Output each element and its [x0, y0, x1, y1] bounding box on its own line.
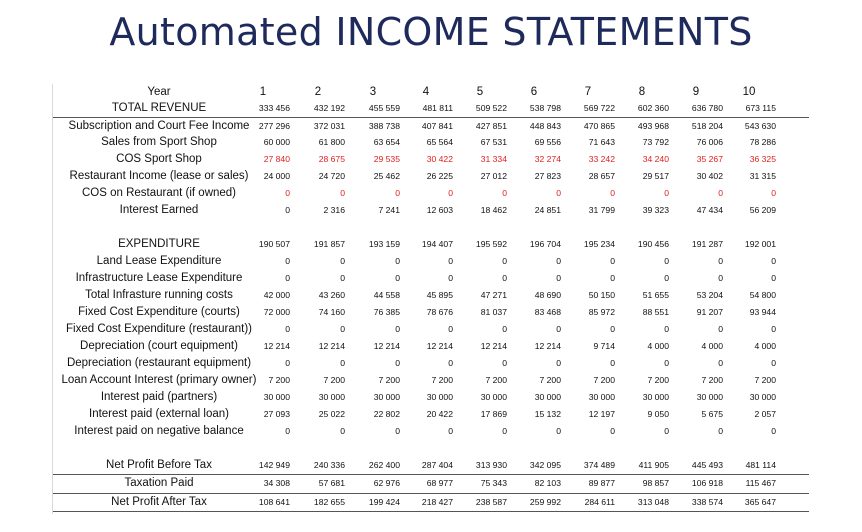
- row-label: Restaurant Income (lease or sales): [69, 170, 249, 182]
- value-cell: 27 823: [534, 171, 561, 181]
- value-cell: 0: [340, 324, 345, 334]
- row-label: Depreciation (restaurant equipment): [66, 357, 252, 369]
- value-cell: 60 000: [263, 137, 290, 147]
- table-row: [53, 372, 809, 389]
- value-cell: 481 811: [422, 103, 453, 113]
- year-header-cell: 7: [584, 86, 592, 98]
- value-cell: 12 214: [426, 341, 453, 351]
- value-cell: 29 535: [373, 154, 400, 164]
- value-cell: 42 000: [263, 290, 290, 300]
- row-label: Taxation Paid: [124, 477, 194, 489]
- value-cell: 0: [556, 273, 561, 283]
- value-cell: 0: [502, 426, 507, 436]
- value-cell: 30 000: [642, 392, 669, 402]
- row-label: Loan Account Interest (primary owner): [61, 374, 257, 386]
- table-row: [53, 474, 809, 492]
- value-cell: 30 402: [696, 171, 723, 181]
- value-cell: 445 493: [691, 460, 723, 470]
- value-cell: 31 334: [480, 154, 507, 164]
- value-cell: 0: [664, 256, 669, 266]
- value-cell: 0: [395, 324, 400, 334]
- value-cell: 0: [664, 188, 669, 198]
- value-cell: 2 057: [754, 409, 776, 419]
- year-header-cell: 2: [314, 86, 322, 98]
- value-cell: 36 325: [749, 154, 776, 164]
- value-cell: 0: [448, 256, 453, 266]
- value-cell: 543 630: [744, 121, 776, 131]
- value-cell: 82 103: [534, 478, 561, 488]
- value-cell: 12 214: [534, 341, 561, 351]
- row-label: Net Profit Before Tax: [106, 459, 212, 471]
- year-header-cell: 4: [422, 86, 430, 98]
- value-cell: 7 200: [701, 375, 723, 385]
- value-cell: 0: [718, 188, 723, 198]
- value-cell: 0: [395, 426, 400, 436]
- table-row: [53, 304, 809, 321]
- value-cell: 5 675: [701, 409, 723, 419]
- value-cell: 0: [664, 324, 669, 334]
- value-cell: 0: [610, 324, 615, 334]
- value-cell: 0: [556, 426, 561, 436]
- value-cell: 259 992: [529, 497, 561, 507]
- value-cell: 0: [771, 273, 776, 283]
- value-cell: 0: [285, 358, 290, 368]
- value-cell: 88 551: [642, 307, 669, 317]
- value-cell: 0: [502, 324, 507, 334]
- value-cell: 4 000: [701, 341, 723, 351]
- table-row: [53, 202, 809, 219]
- value-cell: 91 207: [696, 307, 723, 317]
- value-cell: 29 517: [642, 171, 669, 181]
- value-cell: 4 000: [647, 341, 669, 351]
- value-cell: 218 427: [421, 497, 453, 507]
- value-cell: 195 234: [583, 239, 615, 249]
- value-cell: 470 865: [583, 121, 615, 131]
- value-cell: 12 214: [318, 341, 345, 351]
- value-cell: 0: [285, 256, 290, 266]
- value-cell: 0: [285, 273, 290, 283]
- row-label: Total Infrasture running costs: [85, 289, 233, 301]
- value-cell: 24 851: [534, 205, 561, 215]
- value-cell: 43 260: [318, 290, 345, 300]
- value-cell: 28 657: [588, 171, 615, 181]
- value-cell: 0: [556, 324, 561, 334]
- value-cell: 0: [395, 273, 400, 283]
- value-cell: 25 462: [373, 171, 400, 181]
- value-cell: 30 000: [696, 392, 723, 402]
- value-cell: 142 949: [258, 460, 290, 470]
- value-cell: 0: [502, 273, 507, 283]
- value-cell: 0: [502, 188, 507, 198]
- value-cell: 448 843: [529, 121, 561, 131]
- value-cell: 30 000: [480, 392, 507, 402]
- value-cell: 76 006: [696, 137, 723, 147]
- row-label: Land Lease Expenditure: [96, 255, 222, 267]
- table-row: [53, 355, 809, 372]
- value-cell: 0: [718, 426, 723, 436]
- value-cell: 602 360: [637, 103, 669, 113]
- year-header-cell: 9: [692, 86, 700, 98]
- value-cell: 78 286: [749, 137, 776, 147]
- value-cell: 0: [664, 273, 669, 283]
- value-cell: 27 012: [480, 171, 507, 181]
- value-cell: 62 976: [373, 478, 400, 488]
- table-row: [53, 185, 809, 202]
- value-cell: 509 522: [475, 103, 507, 113]
- value-cell: 47 271: [480, 290, 507, 300]
- row-label: Infrastructure Lease Expenditure: [75, 272, 243, 284]
- value-cell: 0: [448, 273, 453, 283]
- row-label: Subscription and Court Fee Income: [68, 120, 250, 132]
- value-cell: 30 000: [749, 392, 776, 402]
- value-cell: 365 647: [744, 497, 776, 507]
- row-label: Interest paid (external loan): [89, 408, 229, 420]
- value-cell: 190 507: [258, 239, 290, 249]
- value-cell: 0: [502, 256, 507, 266]
- value-cell: 53 204: [696, 290, 723, 300]
- value-cell: 74 160: [318, 307, 345, 317]
- value-cell: 67 531: [480, 137, 507, 147]
- row-label: Interest Earned: [119, 204, 199, 216]
- value-cell: 78 676: [426, 307, 453, 317]
- value-cell: 98 857: [642, 478, 669, 488]
- value-cell: 61 800: [318, 137, 345, 147]
- value-cell: 0: [448, 358, 453, 368]
- value-cell: 12 214: [263, 341, 290, 351]
- value-cell: 0: [771, 358, 776, 368]
- value-cell: 106 918: [691, 478, 723, 488]
- value-cell: 673 115: [745, 103, 776, 113]
- table-row: [53, 423, 809, 440]
- table-row: [53, 151, 809, 168]
- value-cell: 15 132: [534, 409, 561, 419]
- value-cell: 0: [285, 426, 290, 436]
- value-cell: 12 197: [588, 409, 615, 419]
- value-cell: 240 336: [313, 460, 345, 470]
- value-cell: 432 192: [313, 103, 345, 113]
- value-cell: 0: [395, 256, 400, 266]
- value-cell: 30 000: [588, 392, 615, 402]
- value-cell: 50 150: [588, 290, 615, 300]
- value-cell: 0: [664, 358, 669, 368]
- value-cell: 0: [610, 358, 615, 368]
- year-header-cell: 8: [638, 86, 646, 98]
- table-row: [53, 117, 809, 135]
- value-cell: 0: [340, 256, 345, 266]
- value-cell: 0: [771, 256, 776, 266]
- value-cell: 0: [664, 426, 669, 436]
- value-cell: 7 200: [323, 375, 345, 385]
- value-cell: 338 574: [691, 497, 723, 507]
- value-cell: 9 050: [647, 409, 669, 419]
- value-cell: 481 114: [745, 460, 776, 470]
- row-label: EXPENDITURE: [118, 238, 200, 250]
- table-row: [53, 168, 809, 185]
- value-cell: 0: [395, 358, 400, 368]
- value-cell: 12 603: [426, 205, 453, 215]
- value-cell: 194 407: [421, 239, 453, 249]
- value-cell: 455 559: [368, 103, 400, 113]
- year-header-cell: 6: [530, 86, 538, 98]
- value-cell: 57 681: [318, 478, 345, 488]
- value-cell: 0: [771, 426, 776, 436]
- value-cell: 76 385: [373, 307, 400, 317]
- value-cell: 81 037: [480, 307, 507, 317]
- value-cell: 85 972: [588, 307, 615, 317]
- value-cell: 407 841: [421, 121, 453, 131]
- table-row: [53, 457, 809, 474]
- value-cell: 47 434: [696, 205, 723, 215]
- value-cell: 56 209: [749, 205, 776, 215]
- row-label: Interest paid (partners): [100, 391, 218, 403]
- value-cell: 0: [340, 358, 345, 368]
- value-cell: 333 456: [258, 103, 290, 113]
- value-cell: 277 296: [258, 121, 290, 131]
- value-cell: 65 564: [426, 137, 453, 147]
- value-cell: 7 200: [647, 375, 669, 385]
- value-cell: 39 323: [642, 205, 669, 215]
- page-title: Automated INCOME STATEMENTS: [109, 10, 753, 54]
- value-cell: 0: [718, 358, 723, 368]
- value-cell: 0: [340, 273, 345, 283]
- table-row: [53, 100, 809, 117]
- value-cell: 342 095: [529, 460, 561, 470]
- value-cell: 0: [610, 426, 615, 436]
- value-cell: 28 675: [318, 154, 345, 164]
- value-cell: 54 800: [749, 290, 776, 300]
- value-cell: 0: [556, 358, 561, 368]
- value-cell: 7 200: [539, 375, 561, 385]
- value-cell: 518 204: [691, 121, 723, 131]
- income-statement-table: [52, 84, 809, 514]
- table-header-row: [53, 84, 809, 101]
- value-cell: 0: [285, 205, 290, 215]
- value-cell: 0: [340, 188, 345, 198]
- value-cell: 68 977: [426, 478, 453, 488]
- row-label: Sales from Sport Shop: [101, 136, 217, 148]
- value-cell: 0: [340, 426, 345, 436]
- row-label: Fixed Cost Expenditure (restaurant)): [66, 323, 252, 335]
- table-row: [53, 287, 809, 304]
- value-cell: 34 240: [642, 154, 669, 164]
- value-cell: 30 000: [263, 392, 290, 402]
- row-label: Depreciation (court equipment): [80, 340, 238, 352]
- value-cell: 51 655: [642, 290, 669, 300]
- value-cell: 27 840: [263, 154, 290, 164]
- value-cell: 45 895: [426, 290, 453, 300]
- year-header-cell: 10: [742, 86, 756, 98]
- value-cell: 0: [771, 188, 776, 198]
- row-label: COS Sport Shop: [116, 153, 202, 165]
- value-cell: 35 267: [696, 154, 723, 164]
- value-cell: 195 592: [475, 239, 507, 249]
- value-cell: 374 489: [583, 460, 615, 470]
- value-cell: 493 968: [637, 121, 669, 131]
- row-label: Interest paid on negative balance: [74, 425, 244, 437]
- value-cell: 7 200: [593, 375, 615, 385]
- value-cell: 0: [285, 188, 290, 198]
- value-cell: 388 738: [368, 121, 400, 131]
- table-row: [53, 338, 809, 355]
- row-label: Fixed Cost Expenditure (courts): [78, 306, 240, 318]
- value-cell: 636 780: [691, 103, 723, 113]
- value-cell: 20 422: [426, 409, 453, 419]
- value-cell: 31 315: [749, 171, 776, 181]
- table-row: [53, 406, 809, 423]
- value-cell: 199 424: [368, 497, 400, 507]
- table-row: [53, 134, 809, 151]
- value-cell: 0: [285, 324, 290, 334]
- value-cell: 69 556: [534, 137, 561, 147]
- value-cell: 4 000: [754, 341, 776, 351]
- value-cell: 73 792: [642, 137, 669, 147]
- value-cell: 32 274: [534, 154, 561, 164]
- value-cell: 93 944: [749, 307, 776, 317]
- value-cell: 196 704: [529, 239, 561, 249]
- value-cell: 7 200: [485, 375, 507, 385]
- value-cell: 0: [718, 256, 723, 266]
- value-cell: 83 468: [534, 307, 561, 317]
- value-cell: 48 690: [534, 290, 561, 300]
- value-cell: 427 851: [475, 121, 507, 131]
- value-cell: 18 462: [480, 205, 507, 215]
- value-cell: 7 200: [754, 375, 776, 385]
- value-cell: 569 722: [583, 103, 615, 113]
- table-row: [53, 253, 809, 270]
- value-cell: 538 798: [529, 103, 561, 113]
- value-cell: 192 001: [744, 239, 776, 249]
- value-cell: 0: [448, 188, 453, 198]
- value-cell: 2 316: [323, 205, 345, 215]
- value-cell: 284 611: [584, 497, 615, 507]
- value-cell: 44 558: [373, 290, 400, 300]
- value-cell: 71 643: [588, 137, 615, 147]
- year-header-label: Year: [147, 86, 171, 98]
- value-cell: 262 400: [368, 460, 400, 470]
- value-cell: 30 000: [318, 392, 345, 402]
- value-cell: 0: [448, 324, 453, 334]
- value-cell: 0: [718, 273, 723, 283]
- value-cell: 30 422: [426, 154, 453, 164]
- value-cell: 24 000: [263, 171, 290, 181]
- row-label: COS on Restaurant (if owned): [81, 187, 237, 199]
- value-cell: 27 093: [263, 409, 290, 419]
- value-cell: 30 000: [373, 392, 400, 402]
- value-cell: 0: [502, 358, 507, 368]
- value-cell: 7 200: [378, 375, 400, 385]
- value-cell: 0: [556, 188, 561, 198]
- value-cell: 411 905: [638, 460, 669, 470]
- table-row: [53, 236, 809, 253]
- value-cell: 7 241: [378, 205, 400, 215]
- value-cell: 313 930: [475, 460, 507, 470]
- table-row: [53, 270, 809, 287]
- value-cell: 75 343: [480, 478, 507, 488]
- value-cell: 7 200: [431, 375, 453, 385]
- value-cell: 0: [610, 256, 615, 266]
- value-cell: 115 467: [745, 478, 776, 488]
- value-cell: 0: [771, 324, 776, 334]
- value-cell: 0: [395, 188, 400, 198]
- value-cell: 63 654: [373, 137, 400, 147]
- value-cell: 17 869: [480, 409, 507, 419]
- value-cell: 22 802: [373, 409, 400, 419]
- table-row: [53, 321, 809, 338]
- value-cell: 0: [556, 256, 561, 266]
- value-cell: 24 720: [318, 171, 345, 181]
- value-cell: 30 000: [534, 392, 561, 402]
- value-cell: 12 214: [480, 341, 507, 351]
- year-header-cell: 3: [369, 86, 377, 98]
- value-cell: 287 404: [421, 460, 453, 470]
- value-cell: 190 456: [637, 239, 669, 249]
- value-cell: 9 714: [593, 341, 615, 351]
- year-header-cell: 5: [476, 86, 484, 98]
- row-label: TOTAL REVENUE: [111, 102, 207, 114]
- value-cell: 0: [610, 273, 615, 283]
- value-cell: 372 031: [313, 121, 345, 131]
- table-row: [53, 493, 809, 512]
- value-cell: 7 200: [268, 375, 290, 385]
- value-cell: 33 242: [588, 154, 615, 164]
- value-cell: 238 587: [475, 497, 507, 507]
- value-cell: 31 799: [588, 205, 615, 215]
- value-cell: 193 159: [368, 239, 400, 249]
- value-cell: 182 655: [313, 497, 345, 507]
- value-cell: 313 048: [637, 497, 669, 507]
- value-cell: 0: [610, 188, 615, 198]
- value-cell: 26 225: [426, 171, 453, 181]
- value-cell: 108 641: [258, 497, 290, 507]
- year-header-cell: 1: [259, 86, 267, 98]
- value-cell: 72 000: [263, 307, 290, 317]
- value-cell: 25 022: [318, 409, 345, 419]
- value-cell: 191 857: [313, 239, 345, 249]
- value-cell: 89 877: [588, 478, 615, 488]
- row-label: Net Profit After Tax: [111, 496, 207, 508]
- value-cell: 12 214: [373, 341, 400, 351]
- table-row: [53, 389, 809, 406]
- value-cell: 30 000: [426, 392, 453, 402]
- value-cell: 191 287: [691, 239, 723, 249]
- value-cell: 34 308: [263, 478, 290, 488]
- value-cell: 0: [448, 426, 453, 436]
- value-cell: 0: [718, 324, 723, 334]
